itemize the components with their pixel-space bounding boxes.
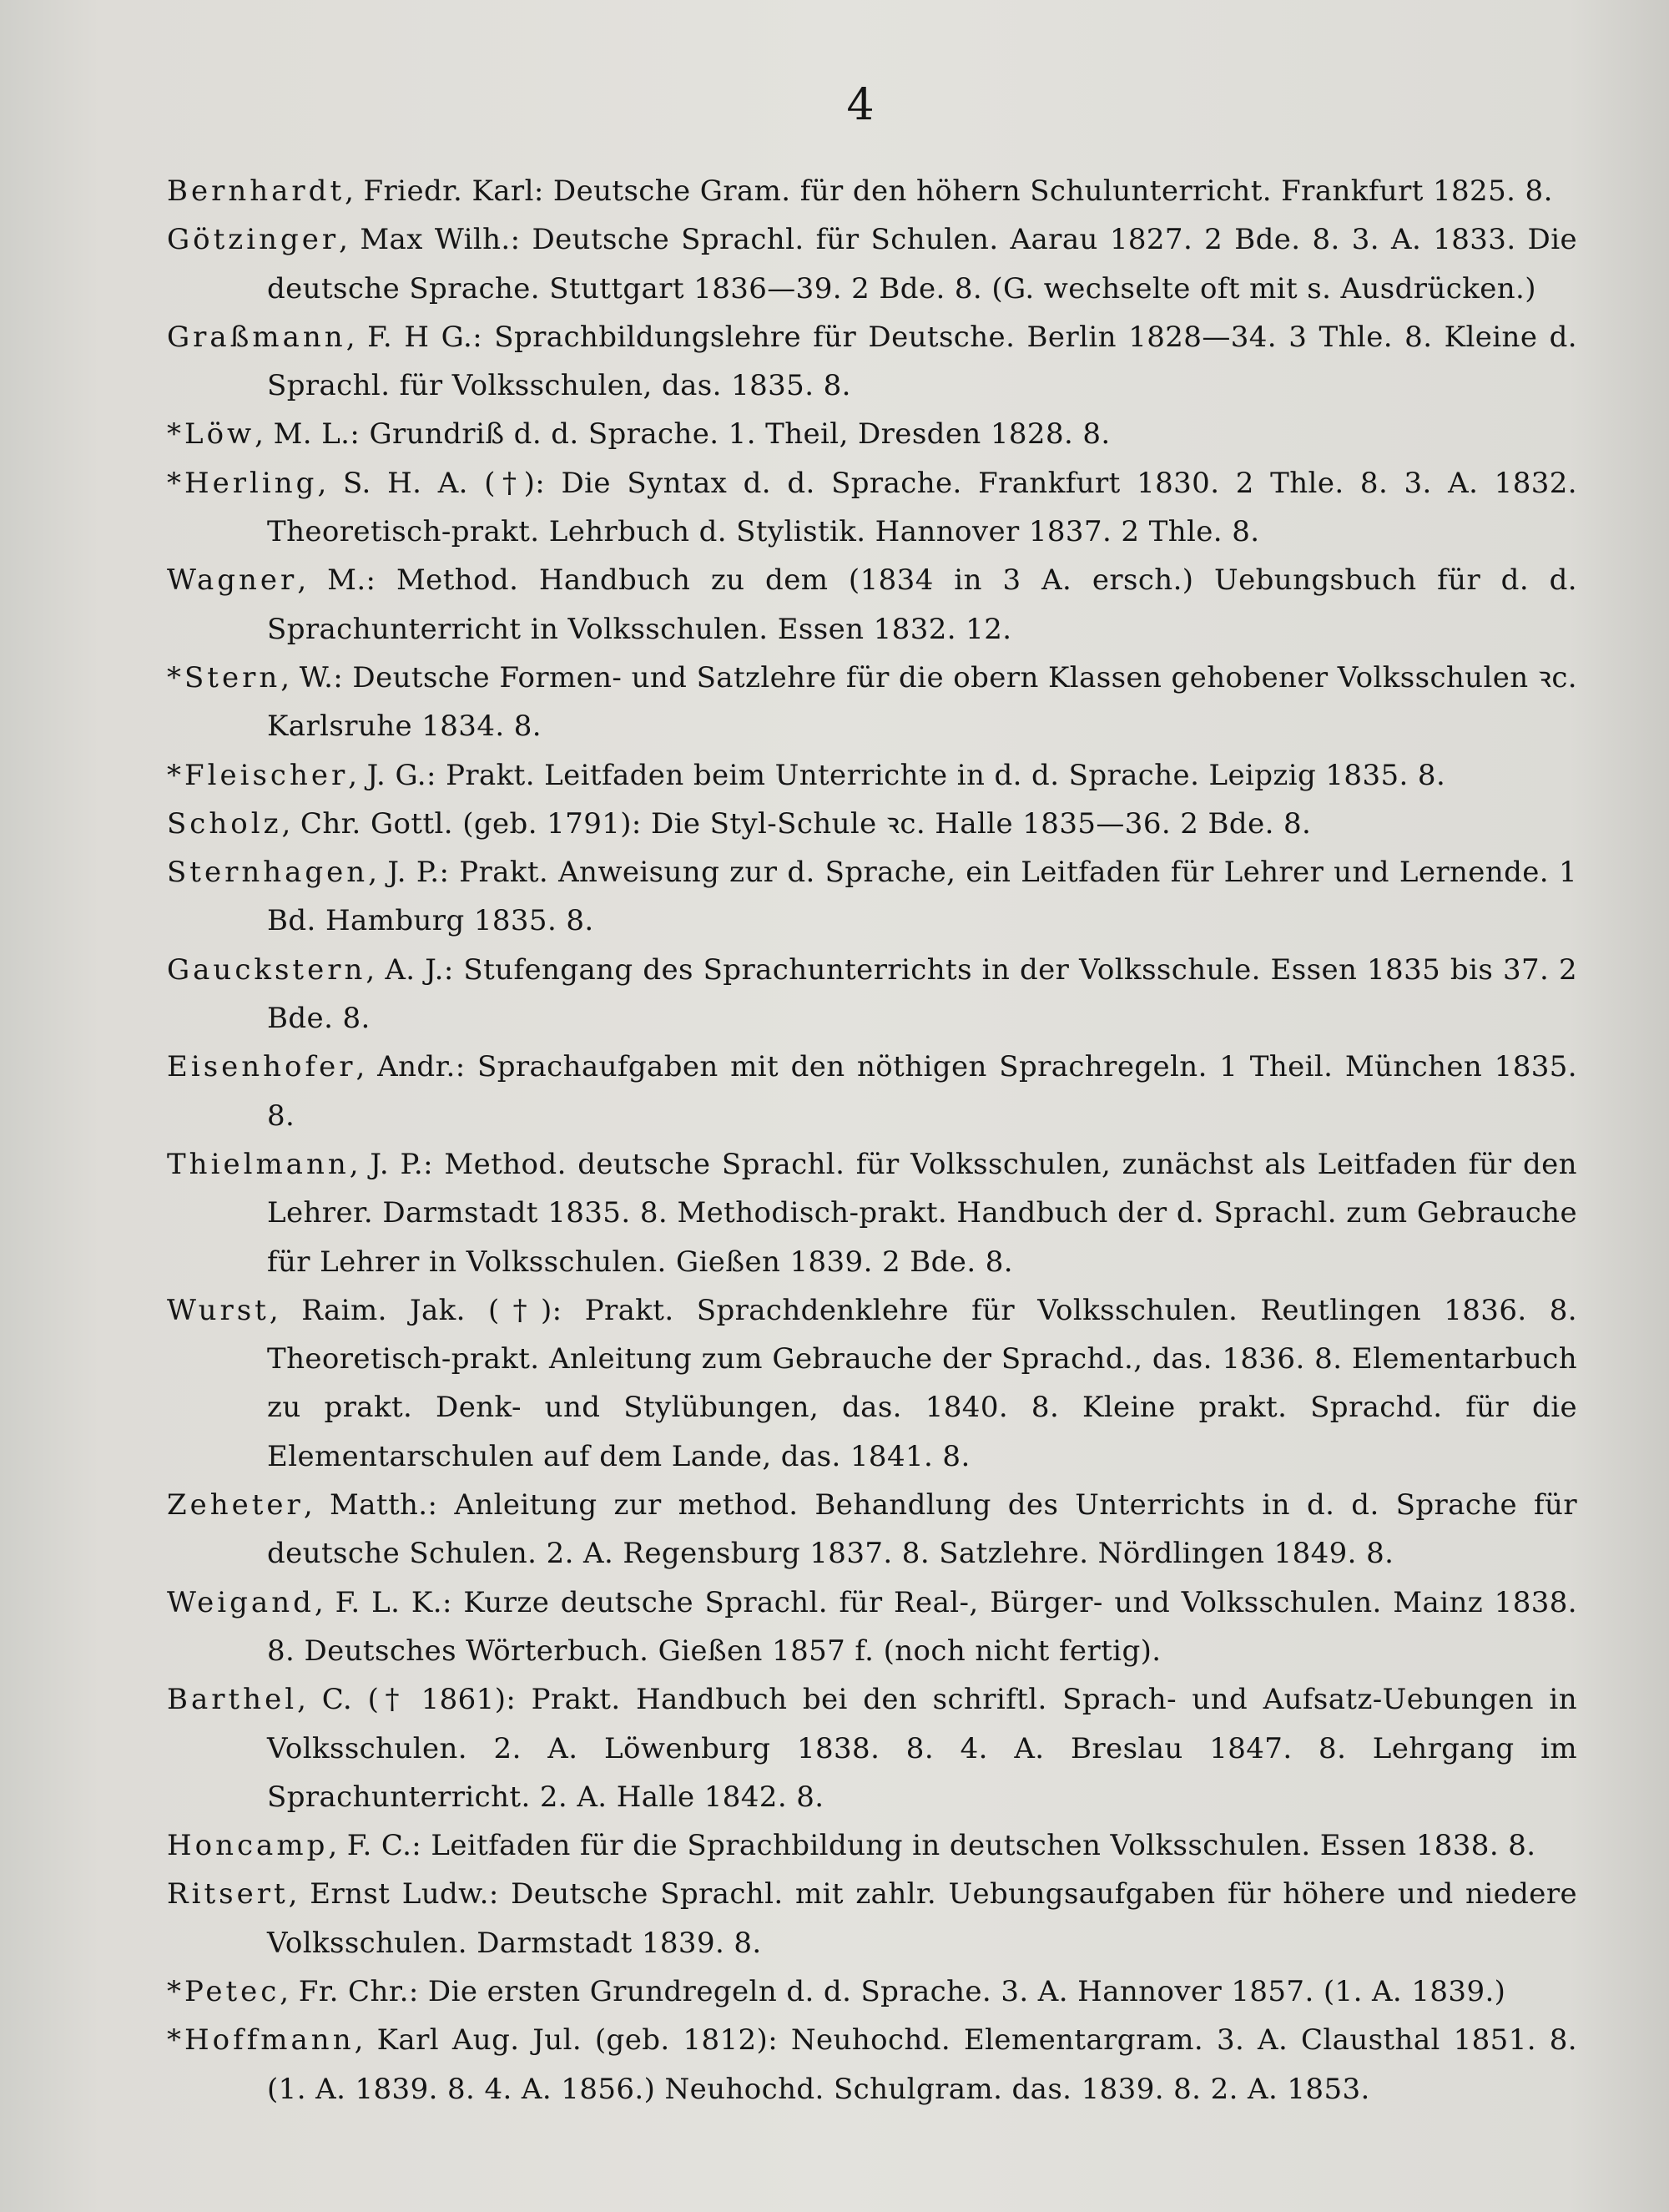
bibliography-entry	[167, 2016, 1577, 2114]
entry-text: , Chr. Gottl. (geb. 1791): Die Styl-Schule ꝛc. Halle 1835—36. 2 Bde. 8.	[281, 806, 1312, 841]
author-name: Scholz	[167, 806, 282, 841]
bibliography-entry	[167, 1481, 1577, 1578]
entry-text: , F. H G.: Sprachbildungslehre für Deutsche. Berlin 1828—34. 3 Thle. 8. Kleine d. Sprachl. für Volksschulen, das. 1835. 8.	[267, 320, 1577, 403]
entry-text: , Friedr. Karl: Deutsche Gram. für den höhern Schulunterricht. Frankfurt 1825. 8.	[345, 174, 1553, 208]
entry-text: , Fr. Chr.: Die ersten Grundregeln d. d. Sprache. 3. A. Hannover 1857. (1. A. 1839.)	[280, 1974, 1506, 2008]
bibliography-entry	[167, 1578, 1577, 1676]
entry-text: , Matth.: Anleitung zur method. Behandlung des Unterrichts in d. d. Sprache für deutsche Schulen. 2. A. Regensburg 1837. 8. Satzlehre. Nördlingen 1849. 8.	[267, 1488, 1577, 1571]
author-name: *Hoffmann	[167, 2023, 355, 2058]
entry-text: , S. H. A. (†): Die Syntax d. d. Sprache. Frankfurt 1830. 2 Thle. 8. 3. A. 1832. Theoretisch-prakt. Lehrbuch d. Stylistik. Hannover 1837. 2 Thle. 8.	[267, 466, 1577, 549]
author-name: Eisenhofer	[167, 1050, 356, 1084]
entry-text: , J. P.: Method. deutsche Sprachl. für Volksschulen, zunächst als Leitfaden für den Lehrer. Darmstadt 1835. 8. Methodisch-prakt. Handbuch der d. Sprachl. zum Gebrauche für Lehrer in Volksschulen. Gießen 1839. 2 Bde. 8.	[267, 1147, 1577, 1279]
entry-text: , J. G.: Prakt. Leitfaden beim Unterrichte in d. d. Sprache. Leipzig 1835. 8.	[348, 758, 1446, 792]
entry-text: , Raim. Jak. (†): Prakt. Sprachdenklehre für Volksschulen. Reutlingen 1836. 8. Theoretisch-prakt. Anleitung zum Gebrauche der Sprachd., das. 1836. 8. Elementarbuch zu prakt. Denk- und Stylübungen, das. 1840. 8. Kleine prakt. Sprachd. für die Elementarschulen auf dem Lande, das. 1841. 8.	[267, 1293, 1577, 1473]
entry-text: , Max Wilh.: Deutsche Sprachl. für Schulen. Aarau 1827. 2 Bde. 8. 3. A. 1833. Die deutsche Sprache. Stuttgart 1836—39. 2 Bde. 8. (G. wechselte oft mit s. Ausdrücken.)	[267, 223, 1577, 306]
entry-text: , A. J.: Stufengang des Sprachunterrichts in der Volksschule. Essen 1835 bis 37. 2 Bde. 8.	[267, 952, 1577, 1036]
bibliography-list	[167, 167, 1577, 2114]
author-name: *Petec	[167, 1974, 280, 2008]
bibliography-entry	[167, 1821, 1577, 1870]
bibliography-entry	[167, 848, 1577, 946]
bibliography-entry	[167, 800, 1577, 848]
author-name: Wurst	[167, 1293, 270, 1327]
bibliography-entry	[167, 556, 1577, 654]
entry-text: , M.: Method. Handbuch zu dem (1834 in 3 A. ersch.) Uebungsbuch für d. d. Sprachunterricht in Volksschulen. Essen 1832. 12.	[267, 563, 1577, 646]
author-name: Weigand	[167, 1585, 315, 1619]
bibliography-entry	[167, 215, 1577, 313]
bibliography-entry	[167, 946, 1577, 1043]
author-name: Götzinger	[167, 223, 340, 257]
bibliography-entry	[167, 410, 1577, 458]
bibliography-entry	[167, 1870, 1577, 1967]
entry-text: , Karl Aug. Jul. (geb. 1812): Neuhochd. Elementargram. 3. A. Clausthal 1851. 8. (1. A. 1839. 8. 4. A. 1856.) Neuhochd. Schulgram. das. 1839. 8. 2. A. 1853.	[267, 2023, 1577, 2106]
bibliography-entry	[167, 459, 1577, 557]
entry-text: , Andr.: Sprachaufgaben mit den nöthigen Sprachregeln. 1 Theil. München 1835. 8.	[267, 1050, 1577, 1133]
bibliography-entry	[167, 1140, 1577, 1286]
entry-text: , Ernst Ludw.: Deutsche Sprachl. mit zahlr. Uebungsaufgaben für höhere und niedere Volksschulen. Darmstadt 1839. 8.	[267, 1877, 1577, 1960]
bibliography-entry	[167, 654, 1577, 751]
bibliography-entry	[167, 1967, 1577, 2016]
entry-text: , C. († 1861): Prakt. Handbuch bei den schriftl. Sprach- und Aufsatz-Uebungen in Volksschulen. 2. A. Löwenburg 1838. 8. 4. A. Breslau 1847. 8. Lehrgang im Sprachunterricht. 2. A. Halle 1842. 8.	[267, 1683, 1577, 1814]
author-name: Graßmann	[167, 320, 346, 354]
author-name: Zeheter	[167, 1488, 304, 1523]
entry-text: , J. P.: Prakt. Anweisung zur d. Sprache, ein Leitfaden für Lehrer und Lernende. 1 Bd. Hamburg 1835. 8.	[267, 856, 1577, 938]
bibliography-entry	[167, 1675, 1577, 1821]
bibliography-entry	[167, 751, 1577, 800]
bibliography-entry	[167, 1043, 1577, 1140]
author-name: Gauckstern	[167, 952, 366, 987]
bibliography-entry	[167, 1286, 1577, 1481]
page-number: 4	[846, 80, 875, 130]
entry-text: , M. L.: Grundriß d. d. Sprache. 1. Theil, Dresden 1828. 8.	[255, 417, 1111, 452]
author-name: *Stern	[167, 660, 281, 694]
author-name: *Herling	[167, 466, 318, 500]
author-name: Thielmann	[167, 1147, 350, 1181]
author-name: Wagner	[167, 563, 298, 598]
author-name: *Fleischer	[167, 758, 349, 792]
author-name: *Löw	[167, 417, 255, 452]
bibliography-entry	[167, 313, 1577, 411]
entry-text: , F. C.: Leitfaden für die Sprachbildung in deutschen Volksschulen. Essen 1838. 8.	[328, 1829, 1536, 1863]
author-name: Bernhardt	[167, 174, 345, 208]
author-name: Barthel	[167, 1683, 298, 1717]
bibliography-entry	[167, 167, 1577, 215]
author-name: Sternhagen	[167, 856, 369, 890]
author-name: Ritsert	[167, 1877, 289, 1912]
author-name: Honcamp	[167, 1829, 329, 1863]
entry-text: , F. L. K.: Kurze deutsche Sprachl. für Real-, Bürger- und Volksschulen. Mainz 1838. 8. Deutsches Wörterbuch. Gießen 1857 f. (noch nicht fertig).	[267, 1585, 1577, 1668]
entry-text: , W.: Deutsche Formen- und Satzlehre für die obern Klassen gehobener Volksschulen ꝛc. Karlsruhe 1834. 8.	[267, 660, 1577, 744]
